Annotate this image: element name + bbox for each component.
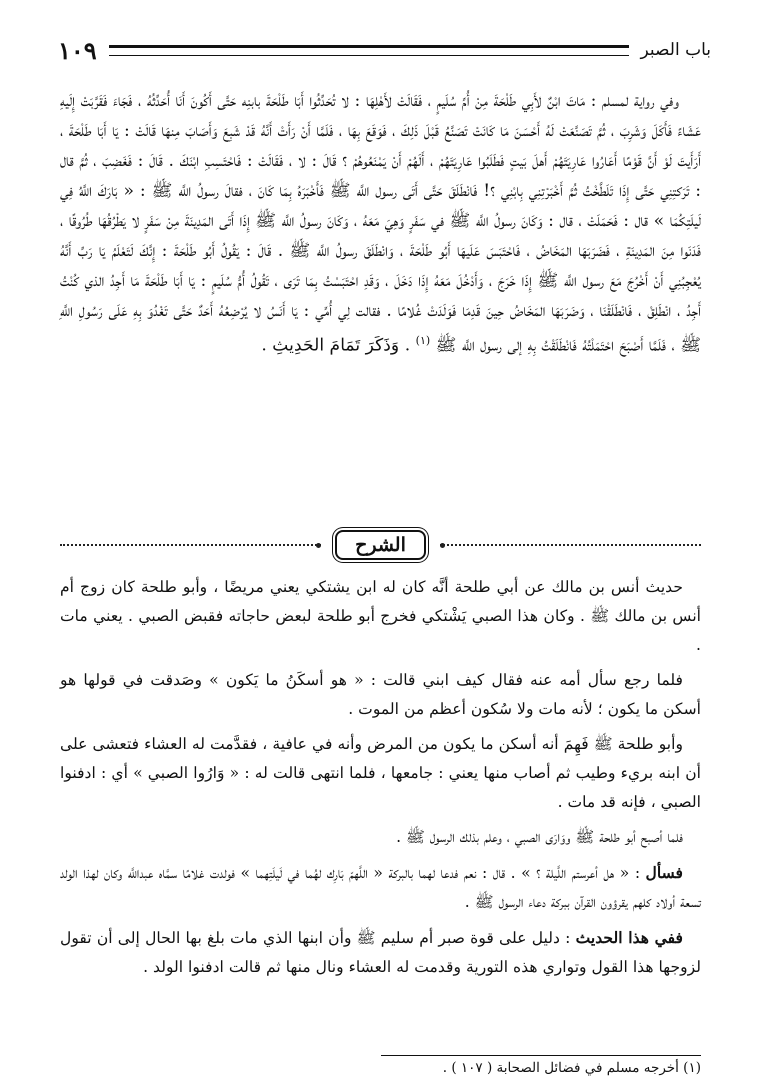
hadith-paragraph — [60, 86, 701, 361]
page-header — [58, 30, 711, 70]
sharh-divider — [60, 528, 701, 562]
hadith-body: وفي رواية لمسلم : مَاتَ ابْنٌ لأَبِي طَلْحَةَ مِنْ أُمِّ سُلَيمٍ ، فَقَالَتْ لأَهْلِهَا : لا تُحَدِّثُوا أَبَا طَلْحَةَ بابنِه حَتَّى أَكُونَ أَنَا أُحَدِّثُهُ ، فَجَاءَ فَقَرَّبَتْ إِلَيهِ عَشَاءً فَأَكَلَ وَشَرِبَ ، ثُمَّ تَصَنَّعَتْ لَهُ أَحْسَنَ مَا كَانَتْ تَصَنَّعُ قَبْلَ ذَلِكَ ، فَوَقَعَ بِهَا ، فَلَمَّا أَنْ رَأَتْ أَنَّهُ قَدْ شَبِعَ وَأَصَابَ مِنهَا قَالَتْ : يَا أَبَا طَلْحَةَ ، أَرَأَيتَ لَوْ أَنَّ قَوْمًا أَعَارُوا عَارِيَتَهُمْ أَهلَ بَيتٍ فَطَلَبُوا عَارِيَتَهُمْ ، أَلَهُمْ أَنْ يَمْنَعُوهُمْ ؟ قَالَ : لا ، فَقَالَتْ : فَاحْتَسِبِ ابْنَكَ . قَالَ : فَغَضِبَ ، ثُمَّ قال : تَرَكتِنِي حَتَّى إِذَا تَلَطَّخْتُ ثُمَّ أَخْبَرْتِنِي بِابْنِي ؟! فَانْطَلَقَ حَتَّى أَتَى رسول اللَّه ﷺ فَأَخْبَرَهُ بِمَا كَانَ ، فقالَ رسولُ اللَّه ﷺ : « بَارَكَ اللَّهُ فِي لَيلَتِكُمَا » قال : فَحَمَلَتْ ، قال : وَكَانَ رسولُ اللَّه ﷺ في سَفَرٍ وَهِيَ مَعَهُ ، وَكَانَ رسولُ اللَّه ﷺ إِذَا أَتَى المَدِينَةَ مِنْ سَفَرٍ لا يَطْرُقُهَا طُرُوقًا ، فَدَنَوا مِنَ المَدِينَةِ ، فَضَرَبَهَا المَخَاضُ ، فَاحْتَبَسَ عَلَيهَا أَبُو طَلْحَةَ ، وَانْطَلَقَ رسولُ اللَّه ﷺ . قَالَ : يَقُولُ أَبُو طَلْحَةَ : إِنَّكَ لَتَعْلَمُ يَا رَبِّ أَنَّهُ يُعْجِبُنِي أَنْ أَخْرُجَ مَعَ رسول اللَّه ﷺ إِذَا خَرَجَ ، وَأَدْخُلَ مَعَهُ إِذَا دَخَلَ ، وَقَدِ احْتَبَسْتُ بِمَا تَرَى ، تَقُولُ أُمُّ سُلَيمٍ : يَا أَبَا طَلْحَةَ مَا أَجِدُ الذي كُنْتُ أَجِدُ ، انْطَلِقْ ، فَانْطَلَقْنَا ، وَضَرَبَهَا المَخَاضُ حِينَ قَدِمَا فَوَلَدَتْ غُلامًا . فقالت لِي أُمِّي : يَا أَنَسُ لا يُرْضِعُهُ أَحَدٌ حَتَّى تَغْدُوَ بِهِ عَلَى رَسُولِ اللَّهِ ﷺ ، فَلَمَّا أَصْبَحَ احْتَمَلْتُهُ فَانْطَلَقْتُ بِهِ إلى رسول اللَّه ﷺ — [60, 91, 702, 356]
divider-line-left — [60, 544, 321, 546]
chapter-title: باب الصبر — [640, 40, 711, 60]
page-number: ١٠٩ — [58, 35, 97, 65]
hadith-ending: . وَذَكَرَ تَمَامَ الحَدِيثِ . — [261, 335, 411, 356]
sharh-paragraph: فلما رجع سأل أمه عنه فقال كيف ابني قالت : « هو أسكَنُ ما يَكون » وصَدقت في قولها هو أسكن ما يكون ؛ لأنه مات ولا سُكون أعظم من الموت . — [60, 671, 701, 718]
hadith-text — [60, 86, 701, 361]
sharh-paragraph: فسأل : « هل أعرستم اللَّيلة ؟ » . قال : نعم فدعا لهما بالبركة « اللَّهمّ بَارِك لهُما في لَيلَتِهما » فولدت غلامًا سمَّاه عبداللَّه وكان لهذا الولد تسعة أولاد كلهم يقرؤون القرآن ببركة دعاء الرسول ﷺ . — [60, 863, 701, 911]
sharh-paragraph: فلما أصبح أبو طلحة ﷺ ووَارَى الصبي ، وعلم بذلك الرسول ﷺ . — [396, 828, 683, 846]
footnote-rule — [381, 1055, 701, 1056]
sharh-paragraph: حديث أنس بن مالك عن أبي طلحة أنَّه كان له ابن يشتكي يعني مريضًا ، وأبو طلحة كان زوج أم أنس بن مالك ﷺ . وكان هذا الصبي يَشْتكي فخرج أبو طلحة لبعض حاجاته فقبض الصبي . يعني مات . — [60, 578, 701, 654]
footnote: (١) أخرجه مسلم في فضائل الصحابة ( ١٠٧ ) . — [442, 1060, 701, 1076]
divider-line-right — [440, 544, 701, 546]
paragraph-lead: فسأل — [645, 863, 683, 882]
sharh-heading: الشرح — [335, 530, 426, 560]
footnote-marker: (١) — [415, 334, 431, 347]
paragraph-lead: ففي هذا الحديث — [575, 928, 683, 947]
sharh-paragraph: ففي هذا الحديث : دليل على قوة صبر أم سليم ﷺ وأن ابنها الذي مات بلغ بها الحال إلى أن تقول لزوجها هذا القول وتواري هذه التورية وقدمت له العشاء ونال منها ثم قالت ادفنوا الولد . — [60, 928, 701, 976]
sharh-paragraph: وأبو طلحة ﷺ فَهِمَ أنه أسكن ما يكون من المرض وأنه في عافية ، فقدَّمت له العشاء فتعشى على أن ابنه بريء وطيب ثم أصاب منها يعني : جامعها ، فلما انتهى قالت له : « وَارُوا الصبي » أي : ادفنوا الصبي ، فإنه قد مات . — [60, 735, 701, 811]
sharh-text — [60, 573, 701, 988]
header-rule — [109, 45, 629, 56]
